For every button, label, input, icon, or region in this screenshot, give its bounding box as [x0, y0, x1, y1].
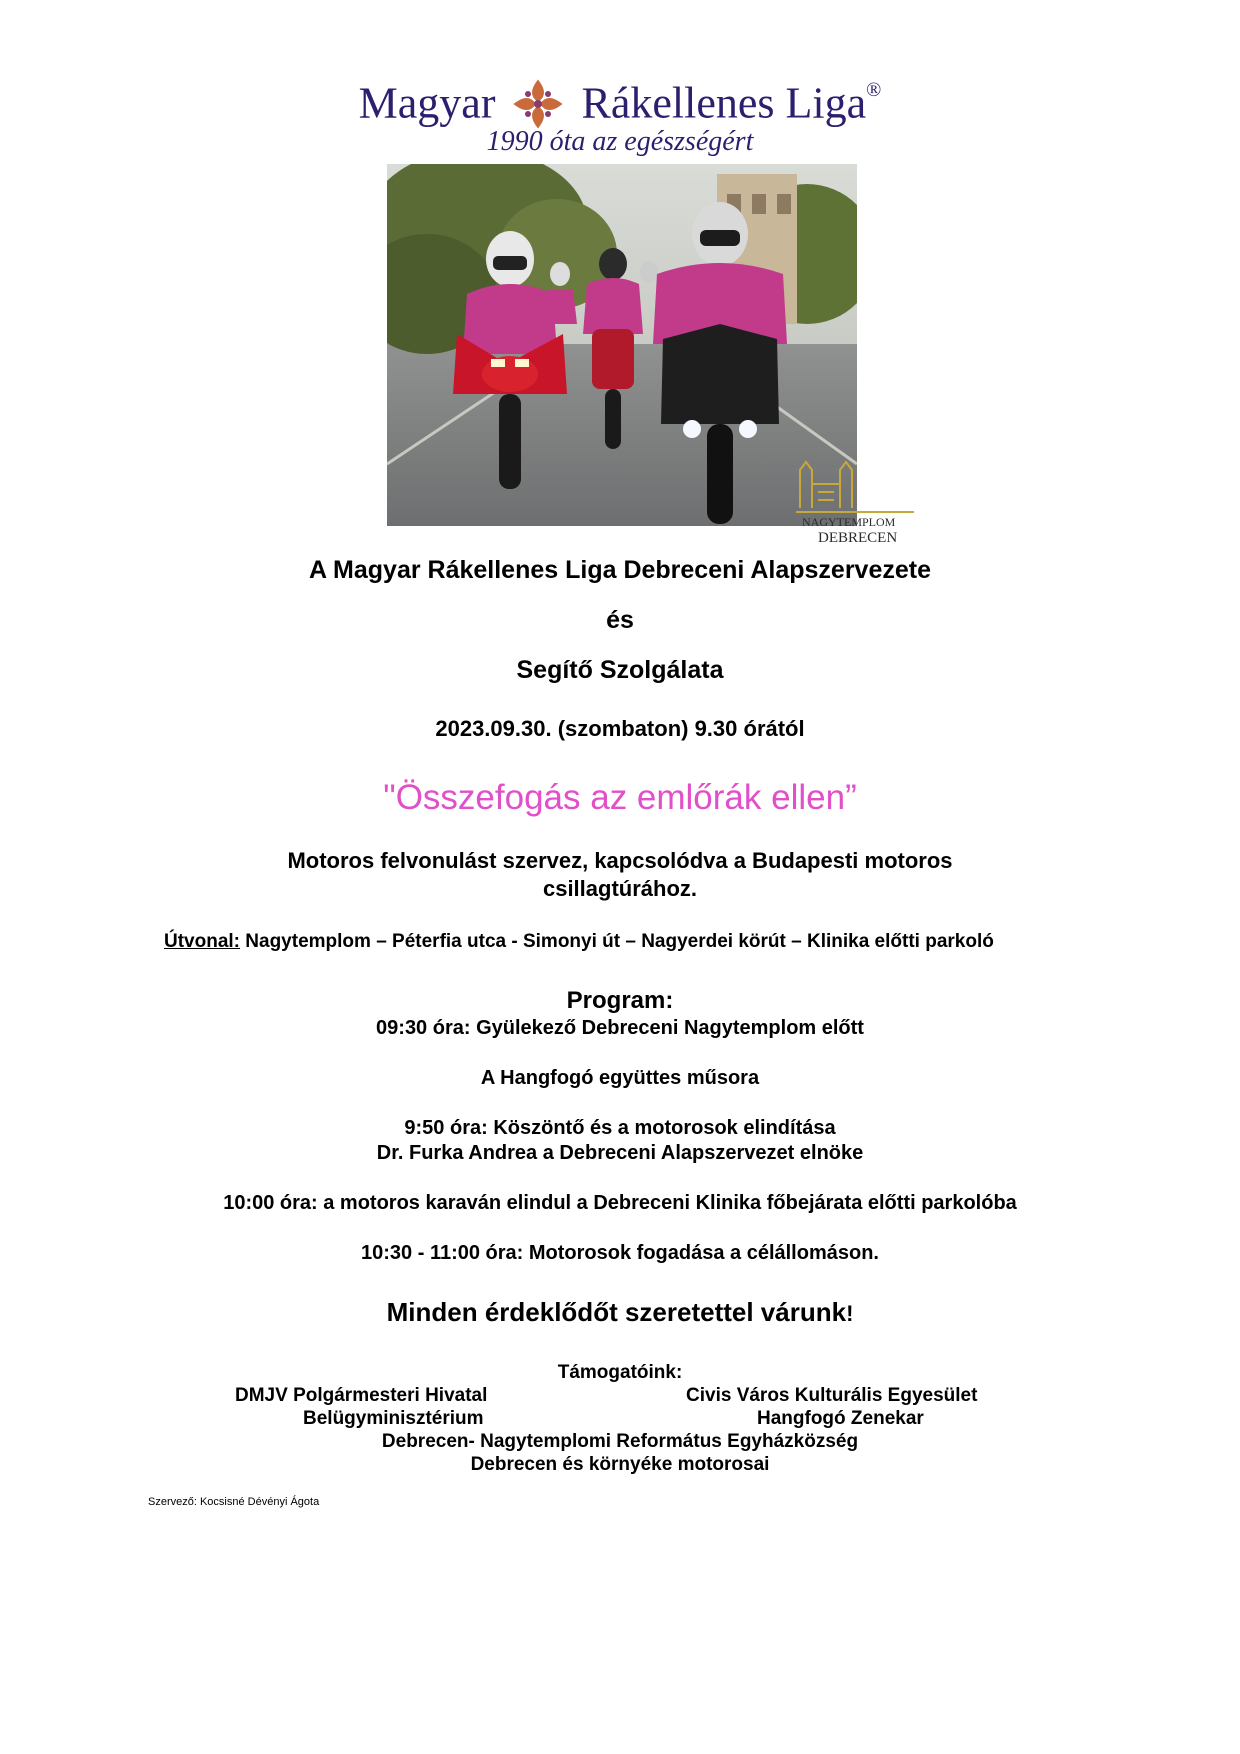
- league-logo: [0, 70, 1240, 134]
- supporter-civis: Civis Város Kulturális Egyesület: [686, 1385, 978, 1406]
- cross-flower-emblem-icon: [512, 78, 564, 130]
- program-title: Program:: [566, 987, 674, 1014]
- supporter-church: Debrecen- Nagytemplomi Református Egyházközség: [381, 1431, 859, 1452]
- organizer-heading-line1: A Magyar Rákellenes Liga Debreceni Alapszervezete: [308, 556, 932, 584]
- organizer-note: Szervező: Kocsisné Dévényi Ágota: [148, 1496, 320, 1508]
- program-item-3b: Dr. Furka Andrea a Debreceni Alapszervezet elnöke: [376, 1142, 864, 1164]
- supporter-motorists: Debrecen és környéke motorosai: [470, 1454, 770, 1475]
- route-label: Útvonal:: [164, 931, 240, 952]
- welcome-text: Minden érdeklődőt szeretettel várunk: [386, 1297, 847, 1327]
- logo-tagline: 1990 óta az egészségért: [486, 126, 754, 157]
- supporter-dmjv: DMJV Polgármesteri Hivatal: [235, 1385, 488, 1406]
- program-item-4: 10:00 óra: a motoros karaván elindul a Debreceni Klinika főbejárata előtti parkolóba: [223, 1192, 1017, 1214]
- description-line2: csillagtúrához.: [542, 876, 698, 901]
- route-line: [164, 930, 1164, 954]
- program-item-1: 09:30 óra: Gyülekező Debreceni Nagytemplom előtt: [376, 1017, 864, 1039]
- program-item-5: 10:30 - 11:00 óra: Motorosok fogadása a célállomáson.: [361, 1242, 879, 1264]
- organizer-heading-line2: és: [606, 606, 634, 634]
- welcome-exclamation: !: [846, 1301, 854, 1326]
- registered-mark: ®: [866, 79, 882, 101]
- description-line1: Motoros felvonulást szervez, kapcsolódva a Budapesti motoros: [287, 848, 953, 873]
- supporter-hangfogo: Hangfogó Zenekar: [757, 1408, 924, 1429]
- logo-text-left: Magyar: [358, 78, 496, 128]
- logo-text-right: Rákellenes Liga: [581, 78, 867, 128]
- supporter-bm: Belügyminisztérium: [303, 1408, 484, 1429]
- program-item-2: A Hangfogó együttes műsora: [480, 1067, 760, 1089]
- motorcyclists-photo: [387, 164, 857, 526]
- church-logo-top: NAGYTEMPLOM: [802, 515, 896, 529]
- church-logo-bottom: DEBRECEN: [818, 530, 898, 546]
- event-slogan: "Összefogás az emlőrák ellen”: [383, 778, 857, 817]
- organizer-heading-line3: Segítő Szolgálata: [516, 656, 724, 684]
- event-date: 2023.09.30. (szombaton) 9.30 órától: [435, 716, 805, 741]
- supporters-title: Támogatóink:: [557, 1362, 683, 1383]
- program-item-3a: 9:50 óra: Köszöntő és a motorosok elindítása: [404, 1117, 836, 1139]
- route-text: Nagytemplom – Péterfia utca - Simonyi út – Nagyerdei körút – Klinika előtti parkoló: [240, 931, 994, 952]
- welcome-message: [0, 1296, 1240, 1330]
- nagytemplom-debrecen-logo: [796, 456, 914, 546]
